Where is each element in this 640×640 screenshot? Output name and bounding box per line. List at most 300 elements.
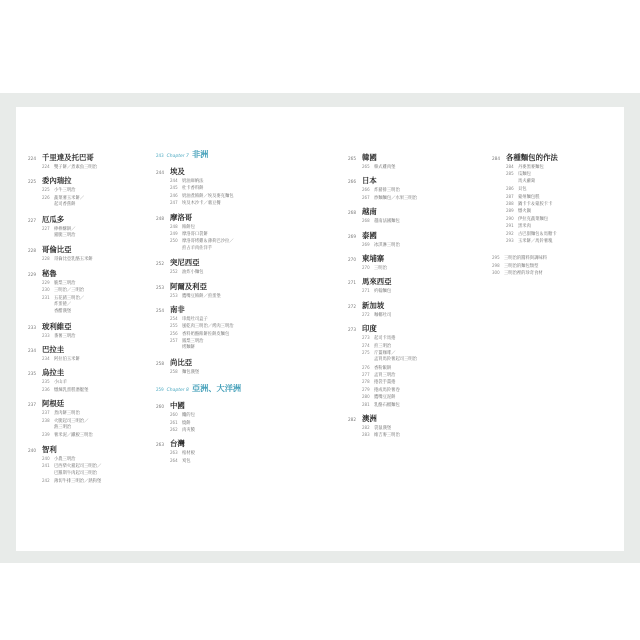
chapter-page-number: 259 [156, 387, 164, 393]
entry-page-number: 246 [170, 192, 178, 198]
entry-page-number: 249 [170, 230, 178, 236]
entry-page-number: 287 [506, 193, 514, 199]
toc-entry [492, 193, 620, 200]
section-heading [348, 276, 468, 287]
section-heading [348, 300, 468, 311]
toc-entry [28, 255, 148, 262]
section-title: 秘魯 [42, 268, 57, 278]
section-title: 韓國 [362, 153, 377, 162]
entry-page-number: 235 [42, 379, 50, 385]
entry-title: 脆梨三明治 [54, 280, 76, 286]
entry-title: 香醋漢堡 [54, 309, 72, 315]
toc-section [492, 152, 620, 244]
entry-title: 阿拉伯玉米餅 [54, 357, 80, 363]
section-title: 厄瓜多 [42, 214, 65, 224]
toc-entry [28, 186, 148, 193]
entry-title: 鷹嘴豆餡餅／煎蛋堡 [182, 293, 221, 299]
entry-page-number: 278 [362, 379, 370, 385]
toc-section [28, 398, 148, 439]
section-page-number: 284 [492, 156, 500, 161]
toc-section [28, 321, 148, 339]
toc-section [28, 152, 148, 170]
entry-page-number: 283 [362, 432, 370, 438]
entry-page-number: 236 [42, 386, 50, 392]
toc-entry [28, 279, 148, 286]
section-heading [156, 304, 286, 315]
entry-page-number: 263 [170, 450, 178, 456]
toc-section [348, 276, 468, 294]
section-page-number: 229 [28, 271, 36, 277]
toc-section [28, 268, 148, 316]
toc-entry [492, 269, 620, 276]
section-title: 柬埔寨 [362, 253, 385, 263]
toc-entry [492, 230, 620, 237]
toc-entry [348, 287, 468, 294]
entry-title: 捲成馬鈴薯卷 [374, 387, 400, 393]
entry-page-number: 267 [362, 194, 370, 200]
entry-title: 維吉麥三明治 [374, 433, 400, 439]
section-heading [28, 321, 148, 332]
chapter-title: 亞洲、大洋洲 [191, 383, 242, 394]
toc-section [28, 244, 148, 262]
toc-entry [348, 401, 468, 408]
entry-title: 摩洛哥烤雞＆薄荷巴沙拉／ [182, 239, 234, 245]
section-heading [28, 175, 148, 186]
section-heading [28, 367, 148, 378]
chapter-page-number: 243 [156, 153, 164, 158]
entry-page-number: 293 [506, 237, 514, 243]
toc-entry [28, 308, 148, 315]
entry-page-number: 244 [170, 178, 178, 183]
entry-page-number: 265 [362, 164, 370, 169]
entry-page-number: 258 [170, 368, 178, 374]
entry-title: 煎三明治 [374, 343, 392, 349]
entry-page-number: 290 [506, 215, 514, 221]
section-page-number: 234 [28, 348, 36, 354]
toc-entry [28, 378, 148, 385]
entry-title: 三明治／三明治 [54, 288, 85, 294]
toc-entry [156, 337, 286, 344]
section-heading [348, 175, 468, 186]
toc-entry [156, 419, 286, 426]
entry-title: 油炸小麵包 [182, 270, 204, 276]
section-page-number: 268 [348, 210, 356, 216]
section-title: 尚比亞 [170, 357, 193, 367]
toc-column-2 [156, 147, 286, 464]
entry-title: 捲袋手薑捲 [374, 380, 396, 386]
entry-page-number: 227 [42, 225, 50, 231]
entry-page-number: 247 [170, 200, 178, 206]
section-page-number: 237 [28, 402, 36, 408]
toc-entry [156, 322, 286, 329]
entry-title: 斤薑咖啡／ [374, 350, 396, 356]
entry-title: 小牛三明治 [54, 188, 76, 194]
chapter-title: 非洲 [191, 149, 209, 159]
section-heading [28, 344, 148, 355]
entry-page-number: 250 [170, 238, 178, 244]
toc-entry [156, 457, 286, 464]
entry-page-number: 282 [362, 425, 370, 431]
section-heading [156, 166, 286, 177]
entry-page-number: 268 [362, 218, 370, 224]
section-title: 馬來西亞 [362, 277, 392, 287]
section-page-number: 253 [156, 284, 164, 290]
toc-section [28, 175, 148, 208]
toc-entry [348, 194, 468, 201]
toc-entry [348, 264, 468, 271]
entry-title: 番薯三明治 [54, 333, 76, 339]
entry-page-number: 260 [170, 412, 178, 418]
entry-title: 奶油煮餡餅／埃及麥克麵包 [182, 193, 234, 199]
entry-title: 薯米泥／鐵板三明治 [54, 433, 93, 439]
section-page-number: 273 [348, 327, 356, 333]
toc-entry [492, 178, 620, 185]
section-page-number: 228 [28, 248, 36, 254]
entry-title: 埃及木沙卡／羹豆餐 [182, 201, 221, 207]
section-page-number: 282 [348, 417, 356, 423]
toc-section [156, 281, 286, 299]
section-heading [348, 323, 468, 334]
toc-entry [28, 386, 148, 393]
entry-title: 三明治的醬料與調味料 [504, 256, 547, 262]
section-heading [28, 214, 148, 225]
section-title: 中國 [170, 401, 185, 411]
toc-entry [348, 378, 468, 385]
entry-title: 餡餅包 [182, 224, 195, 230]
toc-section [156, 357, 286, 375]
entry-title: 小山羊 [54, 380, 67, 386]
entry-page-number: 291 [506, 223, 514, 229]
entry-title: 風乾肉三明治／烤肉三明治 [182, 324, 234, 330]
entry-title: 串燒吐司盒子 [182, 316, 208, 322]
entry-page-number: 284 [506, 164, 514, 169]
entry-title: 三明治裡的珍奇食材 [504, 271, 543, 277]
entry-page-number: 281 [362, 401, 370, 407]
entry-title: 薄切牛排三明治／熱狗堡 [54, 478, 102, 484]
section-page-number: 265 [348, 156, 356, 161]
toc-entry [492, 163, 620, 170]
toc-entry [28, 477, 148, 484]
entry-title: 燉火鍋 [518, 209, 531, 215]
section-title: 突尼西亞 [170, 258, 200, 268]
toc-entry [156, 245, 286, 252]
toc-section [348, 175, 468, 201]
section-page-number: 272 [348, 303, 356, 309]
toc-entry [28, 301, 148, 308]
toc-column-4 [492, 147, 620, 276]
toc-entry [348, 386, 468, 393]
section-page-number: 224 [28, 156, 36, 161]
entry-title: 炸蛋捲／ [54, 301, 72, 307]
toc-entry [28, 424, 148, 431]
section-page-number: 225 [28, 179, 36, 185]
section-page-number: 233 [28, 324, 36, 330]
toc-entry [492, 237, 620, 244]
section-title: 埃及 [170, 167, 185, 176]
entry-page-number: 270 [362, 264, 370, 270]
section-page-number: 244 [156, 170, 164, 175]
entry-title: 煎占羊肉佐洋芋 [182, 245, 213, 251]
section-title: 越南 [362, 207, 377, 217]
entry-page-number: 257 [170, 338, 178, 344]
toc-entry [156, 237, 286, 244]
section-page-number: 254 [156, 307, 164, 313]
section-heading [28, 244, 148, 255]
entry-page-number: 226 [42, 194, 50, 200]
entry-page-number: 237 [42, 410, 50, 416]
entry-page-number: 229 [42, 279, 50, 285]
entry-title: 豬腿三明治 [54, 232, 76, 238]
entry-title: 煮肉餅三明治 [54, 411, 80, 417]
toc-entry [28, 431, 148, 438]
entry-title: 蒙州麵包糕 [518, 194, 540, 200]
toc-entry [156, 292, 286, 299]
entry-page-number: 295 [492, 255, 500, 261]
toc-entry [28, 455, 148, 462]
entry-page-number: 300 [492, 270, 500, 276]
entry-page-number: 275 [362, 349, 370, 355]
toc-section [156, 304, 286, 352]
section-page-number: 260 [156, 404, 164, 410]
toc-page [16, 107, 624, 551]
entry-title: 黑米肉 [518, 224, 531, 230]
section-page-number: 263 [156, 442, 164, 448]
chapter-sections [156, 400, 286, 464]
toc-entry [492, 262, 620, 269]
toc-entry [492, 222, 620, 229]
entry-title: 蔬菜薯玉米餅／ [54, 195, 85, 201]
section-heading [156, 357, 286, 368]
entry-title: 火腿起司三明治／ [54, 418, 89, 424]
toc-entry [492, 215, 620, 222]
entry-page-number: 289 [506, 208, 514, 214]
entry-title: 杜卡香料餅 [182, 186, 204, 192]
entry-title: 麵包漢堡 [182, 369, 200, 375]
toc-section [348, 413, 468, 439]
section-heading [348, 206, 468, 217]
section-heading [156, 438, 286, 449]
section-title: 泰國 [362, 230, 377, 240]
section-title: 巴拉圭 [42, 345, 65, 355]
section-title: 印度 [362, 324, 377, 334]
entry-title: 越南法國麵包 [374, 219, 400, 225]
entry-title: 孟買馬鈴薯起司三明治 [374, 357, 417, 363]
entry-title: 袋鼠漢堡 [374, 426, 392, 432]
entry-page-number: 255 [170, 323, 178, 329]
section-page-number: 270 [348, 256, 356, 262]
toc-entry [156, 184, 286, 191]
toc-entry [348, 334, 468, 341]
toc-section [348, 152, 468, 170]
entry-page-number: 273 [362, 335, 370, 341]
toc-entry [492, 170, 620, 177]
toc-entry [28, 409, 148, 416]
entry-page-number: 262 [170, 427, 178, 433]
section-heading [156, 212, 286, 223]
toc-section [28, 214, 148, 240]
section-title: 南非 [170, 304, 185, 314]
entry-page-number: 256 [170, 330, 178, 336]
section-title: 千里達及托巴哥 [42, 153, 94, 162]
toc-entry [28, 294, 148, 301]
section-page-number: 227 [28, 217, 36, 223]
section-heading [156, 400, 286, 411]
entry-title: 玉米餅／馬鈴薯塊 [518, 238, 553, 244]
entry-page-number: 285 [506, 171, 514, 177]
entry-title: 伊拉克蔬菜麵包 [518, 216, 549, 222]
chapter-sections [156, 166, 286, 375]
entry-page-number: 231 [42, 294, 50, 300]
section-title: 新加坡 [362, 300, 385, 310]
entry-title: 肉夾饃 [182, 428, 195, 434]
section-title: 各種麵包的作法 [506, 153, 558, 162]
chapter-heading [156, 381, 286, 395]
toc-entry [156, 344, 286, 351]
entry-page-number: 241 [42, 463, 50, 469]
entry-page-number: 245 [170, 185, 178, 191]
entry-title: 咖椰吐司 [374, 312, 392, 318]
toc-entry [28, 417, 148, 424]
entry-page-number: 242 [42, 477, 50, 483]
toc-entry [156, 411, 286, 418]
toc-entry [28, 232, 148, 239]
toc-section [348, 323, 468, 408]
section-heading [348, 230, 468, 241]
toc-section [156, 400, 286, 433]
entry-page-number: 280 [362, 394, 370, 400]
toc-section [156, 438, 286, 464]
entry-title: 丹麥黑麥麵包 [518, 165, 544, 170]
entry-page-number: 248 [170, 223, 178, 229]
toc-entry [156, 330, 286, 337]
section-heading [28, 444, 148, 455]
entry-page-number: 276 [362, 364, 370, 370]
toc-section [348, 300, 468, 318]
toc-section [348, 253, 468, 271]
toc-entry [348, 186, 468, 193]
section-title: 智利 [42, 444, 57, 454]
section-title: 委內瑞拉 [42, 176, 72, 186]
toc-entry [348, 431, 468, 438]
toc-section [28, 367, 148, 393]
entry-title: 起司卡馬捲 [374, 336, 396, 342]
section-page-number: 235 [28, 371, 36, 377]
entry-page-number: 230 [42, 287, 50, 293]
toc-entry [28, 194, 148, 201]
toc-entry [28, 225, 148, 232]
entry-title: 炸豬排三明治 [374, 188, 400, 194]
entry-page-number: 271 [362, 288, 370, 294]
toc-entry [156, 223, 286, 230]
entry-page-number: 277 [362, 372, 370, 378]
toc-entry [28, 355, 148, 362]
entry-title: 熱三明治 [54, 425, 72, 431]
entry-title: 燒餅 [182, 420, 191, 426]
section-page-number: 266 [348, 179, 356, 185]
toc-entry [156, 268, 286, 275]
section-page-number: 252 [156, 261, 164, 267]
entry-page-number: 274 [362, 342, 370, 348]
entry-title: 冰淇淋三明治 [374, 242, 400, 248]
entry-page-number: 239 [42, 432, 50, 438]
entry-title: 鳳梨三明治 [182, 339, 204, 345]
section-page-number: 258 [156, 360, 164, 366]
toc-entry [348, 364, 468, 371]
entry-title: 乳酪石榴麵包 [374, 402, 400, 408]
toc-entry [348, 393, 468, 400]
entry-title: 饢的包 [182, 413, 195, 419]
entry-page-number: 286 [506, 186, 514, 192]
toc-entry [156, 368, 286, 375]
section-page-number: 269 [348, 233, 356, 239]
entry-title: 古巴甜麵包＆馬糖卡 [518, 231, 557, 237]
entry-title: 刈包 [182, 458, 191, 464]
section-heading [492, 152, 620, 163]
entry-page-number: 261 [170, 419, 178, 425]
entry-page-number: 298 [492, 262, 500, 268]
entry-page-number: 264 [170, 457, 178, 463]
toc-entry [28, 201, 148, 208]
toc-section [156, 257, 286, 275]
entry-page-number: 240 [42, 455, 50, 461]
entry-title: 五花豬三明治／ [54, 295, 85, 301]
toc-section [348, 206, 468, 224]
toc-entry [156, 177, 286, 184]
toc-entry [492, 185, 620, 192]
section-heading [348, 152, 468, 163]
entry-title: 烤麵餅 [182, 345, 195, 351]
entry-page-number: 234 [42, 356, 50, 362]
toc-section [156, 212, 286, 253]
toc-entry [28, 332, 148, 339]
section-heading [348, 253, 468, 264]
toc-entry [348, 424, 468, 431]
entry-title: 哥倫比亞乳酪玉米餅 [54, 257, 93, 263]
entry-title: 約翰麵包 [374, 289, 392, 295]
section-heading [28, 152, 148, 163]
section-heading [28, 398, 148, 409]
section-title: 玻利維亞 [42, 321, 72, 331]
toc-entry [348, 371, 468, 378]
section-page-number: 271 [348, 280, 356, 286]
toc-entry [348, 241, 468, 248]
section-heading [156, 281, 286, 292]
toc-entry [348, 349, 468, 356]
toc-entry [156, 192, 286, 199]
toc-entry [492, 254, 620, 261]
entry-title: 香料奶酪餡餅佐餅皮麵包 [182, 331, 230, 337]
toc-entry [28, 286, 148, 293]
entry-title: 鍋卡卡＆蒙胶卡卡 [518, 201, 553, 207]
section-title: 阿根廷 [42, 399, 65, 409]
entry-page-number: 288 [506, 200, 514, 206]
section-page-number: 248 [156, 215, 164, 221]
entry-page-number: 254 [170, 315, 178, 321]
entry-page-number: 228 [42, 256, 50, 262]
toc-entry [348, 356, 468, 363]
entry-title: 奶油庫納法 [182, 179, 204, 184]
section-heading [348, 413, 468, 424]
toc-entry [28, 470, 148, 477]
entry-title: 馬夫蘿蔔 [518, 178, 536, 184]
entry-title: 三明治 [374, 265, 387, 271]
entry-title: 韓式雞肉堡 [374, 165, 396, 170]
section-title: 哥倫比亞 [42, 245, 72, 255]
chapter-label: Chapter 7 [166, 154, 189, 159]
entry-page-number: 225 [42, 187, 50, 193]
toc-section [156, 166, 286, 207]
toc-section [28, 444, 148, 485]
